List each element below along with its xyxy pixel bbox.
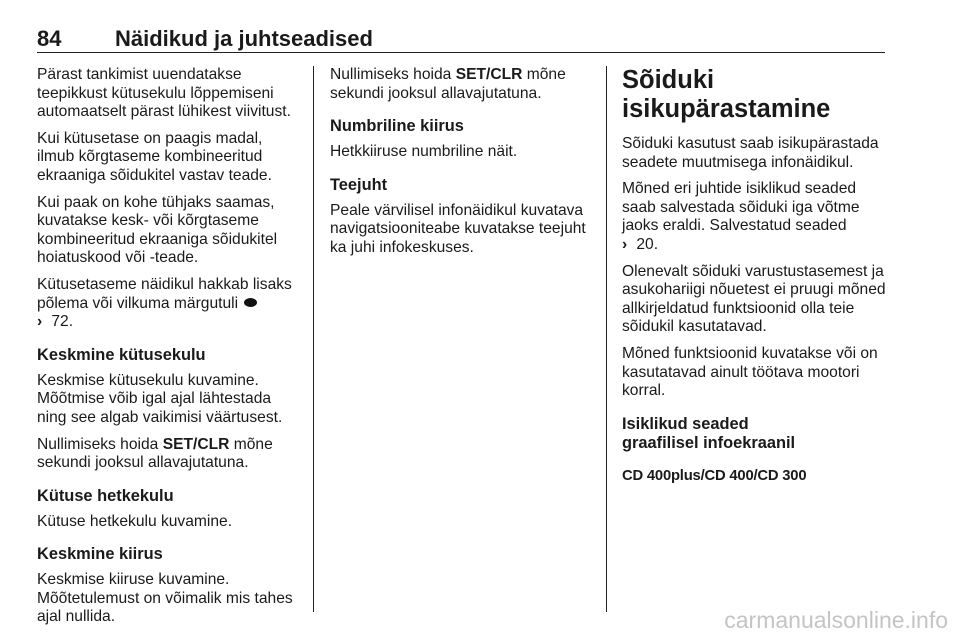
heading-instant-fuel-consumption: Kütuse hetkekulu — [37, 486, 174, 505]
heading-route-guidance: Teejuht — [330, 175, 388, 194]
heading-personal-settings: Isiklikud seaded graafilisel infoekraanil — [622, 414, 796, 452]
paragraph: Hetkkiiruse numbriline näit. — [330, 143, 518, 161]
paragraph — [37, 436, 302, 473]
chapter-title: Näidikud ja juhtseadised — [115, 26, 373, 51]
page-reference-arrow-icon: › — [37, 313, 43, 331]
paragraph: Pärast tankimist uuendatakse teepikkust kütusekulu lõppemiseni automaatselt pärast lühikest viivitust. — [37, 66, 291, 121]
column-3 — [622, 66, 892, 485]
paragraph-text: Mõned eri juhtide isiklikud seaded saab salvestada sõiduki iga võtme jaoks eraldi. Salvestatud seaded — [622, 180, 860, 235]
paragraph-text: mõne sekundi jooksul allavajutatuna. — [330, 66, 566, 102]
column-divider — [313, 66, 314, 612]
paragraph: Kütuse hetkekulu kuvamine. — [37, 512, 233, 530]
fuel-warning-indicator-icon — [244, 298, 257, 307]
page-reference[interactable]: 20. — [636, 235, 659, 253]
paragraph — [330, 66, 598, 103]
paragraph: Keskmise kütusekulu kuvamine. Mõõtmise võib igal ajal lähtestada ning see algab vaikimisi väärtusest. — [37, 371, 283, 426]
paragraph — [622, 180, 892, 254]
section-title: Sõiduki isikupärastamine — [622, 66, 831, 123]
paragraph-text: Nullimiseks hoida — [37, 435, 159, 453]
page-reference[interactable]: 72. — [51, 313, 74, 331]
paragraph: Mõned funktsioonid kuvatakse või on kasutatavad ainult töötava mootori korral. — [622, 344, 878, 400]
paragraph: Olenevalt sõiduki varustustasemest ja asukohariigi nõuetest ei pruugi mõned allkirjeldatud funktsioonid olla teie sõidukil kasutatavad. — [622, 262, 886, 336]
paragraph: Kui paak on kohe tühjaks saamas, kuvatakse kesk- või kõrgtaseme kombineeritud ekraaniga sõidukitel hoiatuskood või -teade. — [37, 193, 278, 267]
paragraph: Sõiduki kasutust saab isikupärastada seadete muutmisega infonäidikul. — [622, 135, 879, 171]
page-header — [37, 26, 885, 53]
paragraph: Keskmise kiiruse kuvamine. Mõõtetulemust on võimalik mis tahes ajal nullida. — [37, 571, 293, 626]
button-name: SET/CLR — [455, 66, 523, 83]
heading-average-fuel-consumption: Keskmine kütusekulu — [37, 345, 206, 364]
page-number: 84 — [37, 26, 62, 51]
paragraph-text: Kütusetaseme näidikul hakkab lisaks põlema või vilkuma märgutuli — [37, 275, 292, 312]
paragraph-text: mõne sekundi jooksul allavajutatuna. — [37, 435, 273, 472]
column-1 — [37, 66, 302, 635]
watermark: carmanualsonline.info — [724, 607, 948, 633]
heading-average-speed: Keskmine kiirus — [37, 545, 163, 564]
heading-digital-speed: Numbriline kiirus — [330, 117, 464, 136]
button-name: SET/CLR — [162, 435, 230, 453]
paragraph — [37, 276, 302, 332]
paragraph: Peale värvilisel infonäidikul kuvatava navigatsiooniteabe kuvatakse teejuht ka juhi infokeskuses. — [330, 201, 586, 256]
paragraph: Kui kütusetase on paagis madal, ilmub kõrgtaseme kombineeritud ekraaniga sõidukitel vastav teade. — [37, 129, 272, 184]
page-reference-arrow-icon: › — [622, 235, 628, 253]
heading-models: CD 400plus/CD 400/CD 300 — [622, 467, 807, 484]
paragraph-text: Nullimiseks hoida — [330, 66, 452, 83]
column-2 — [330, 66, 598, 266]
column-divider — [606, 66, 607, 612]
